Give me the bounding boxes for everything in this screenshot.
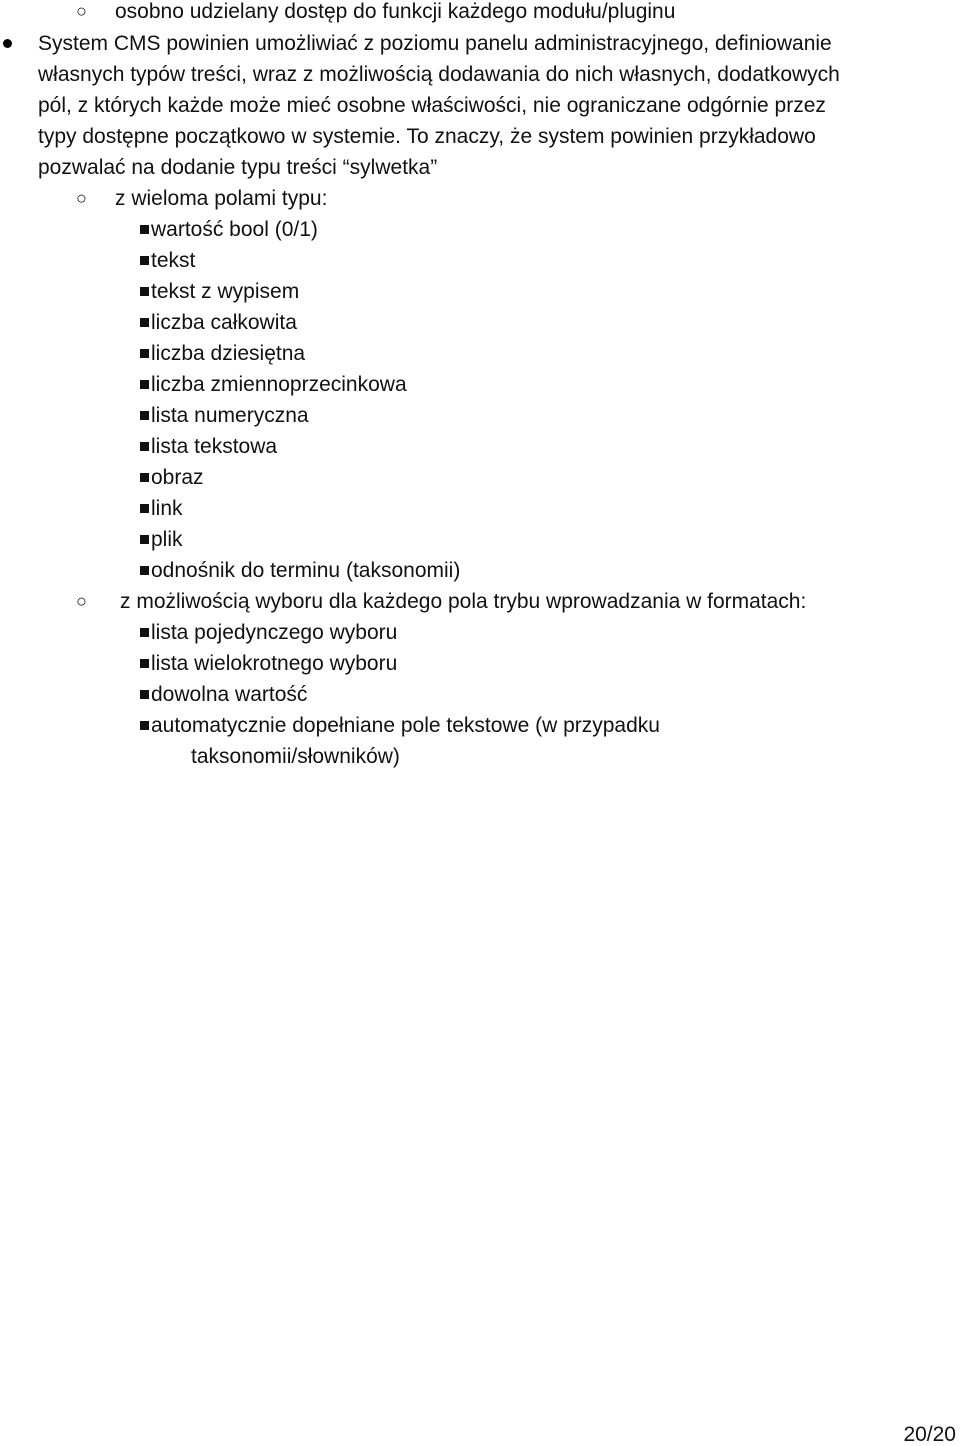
square-bullet-icon <box>140 287 149 296</box>
square-bullet-icon <box>140 442 149 451</box>
square-bullet-icon <box>140 225 149 234</box>
list-item <box>140 710 660 741</box>
square-bullet-icon <box>140 473 149 482</box>
list-item-label: lista tekstowa <box>151 435 278 458</box>
list-item <box>140 276 299 307</box>
list-item-label: liczba dziesiętna <box>151 342 306 365</box>
list-item-label: liczba całkowita <box>151 311 297 334</box>
list-item <box>140 555 460 586</box>
hollow-bullet-icon: ○ <box>76 591 87 611</box>
list-item <box>140 431 277 462</box>
list-item-label: lista wielokrotnego wyboru <box>151 652 398 675</box>
list-item <box>140 617 397 648</box>
list-item-label: tekst z wypisem <box>151 280 300 303</box>
list-item <box>140 462 204 493</box>
list-item <box>140 338 305 369</box>
list-item-label: tekst <box>151 249 196 272</box>
paragraph-line: pozwalać na dodanie typu treści “sylwetka” <box>38 156 438 179</box>
square-bullet-icon <box>140 318 149 327</box>
list-item <box>140 400 309 431</box>
paragraph-line: System CMS powinien umożliwiać z poziomu panelu administracyjnego, definiowanie <box>38 32 832 55</box>
list-item-label: odnośnik do terminu (taksonomii) <box>151 559 461 582</box>
square-bullet-icon <box>140 411 149 420</box>
sub-item-label: z możliwością wyboru dla każdego pola trybu wprowadzania w formatach: <box>120 590 807 613</box>
list-item <box>140 648 397 679</box>
hollow-bullet-icon: ○ <box>76 188 87 208</box>
square-bullet-icon <box>140 690 149 699</box>
square-bullet-icon <box>140 380 149 389</box>
square-bullet-icon <box>140 349 149 358</box>
square-bullet-icon <box>140 535 149 544</box>
list-item-label: dowolna wartość <box>151 683 308 706</box>
list-item-label: wartość bool (0/1) <box>151 218 318 241</box>
list-item-label: plik <box>151 528 183 551</box>
square-bullet-icon <box>140 256 149 265</box>
paragraph-line: pól, z których każde może mieć osobne właściwości, nie ograniczane odgórnie przez <box>38 94 826 117</box>
page-number: 20/20 <box>903 1423 956 1446</box>
square-bullet-icon <box>140 504 149 513</box>
list-item <box>140 679 307 710</box>
list-item-label: obraz <box>151 466 204 489</box>
list-item-label: link <box>151 497 183 520</box>
list-item <box>140 493 183 524</box>
list-item <box>140 245 195 276</box>
paragraph-line: własnych typów treści, wraz z możliwością dodawania do nich własnych, dodatkowych <box>38 63 840 86</box>
sub-item-label: z wieloma polami typu: <box>115 187 328 210</box>
list-item <box>140 214 318 245</box>
list-item-continuation: taksonomii/słowników) <box>191 745 400 768</box>
square-bullet-icon <box>140 721 149 730</box>
solid-bullet-icon <box>3 39 12 48</box>
list-item-label: lista numeryczna <box>151 404 309 427</box>
list-item-label: automatycznie dopełniane pole tekstowe (w przypadku <box>151 714 660 737</box>
list-item <box>140 369 407 400</box>
list-item <box>140 524 183 555</box>
square-bullet-icon <box>140 566 149 575</box>
square-bullet-icon <box>140 659 149 668</box>
square-bullet-icon <box>140 628 149 637</box>
list-item-label: liczba zmiennoprzecinkowa <box>151 373 407 396</box>
paragraph-line: typy dostępne początkowo w systemie. To znaczy, że system powinien przykładowo <box>38 125 816 148</box>
list-item-label: lista pojedynczego wyboru <box>151 621 398 644</box>
list-item <box>140 307 297 338</box>
hollow-bullet-icon: ○ <box>76 1 87 21</box>
text-line: osobno udzielany dostęp do funkcji każdego modułu/pluginu <box>115 0 676 23</box>
